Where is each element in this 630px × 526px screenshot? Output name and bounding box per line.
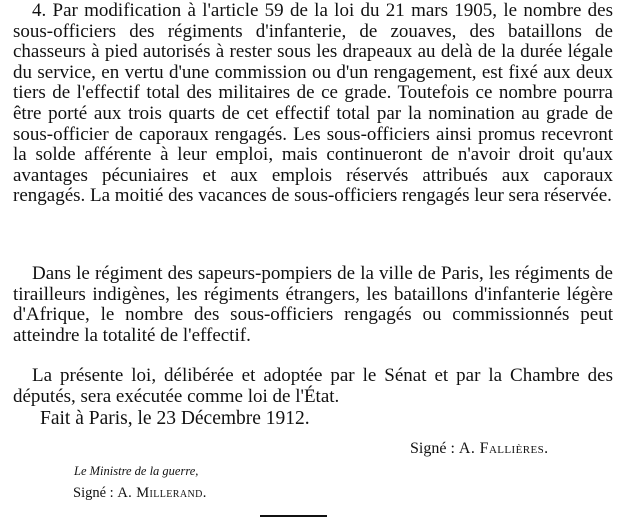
closing-rule <box>260 515 327 517</box>
date-line: Fait à Paris, le 23 Décembre 1912. <box>40 408 310 429</box>
minister-signature <box>73 484 207 502</box>
signature-prefix: Signé : <box>73 485 114 501</box>
article-4-second-paragraph: Dans le régiment des sapeurs-pompiers de la ville de Paris, les régiments de tirailleurs indigènes, les régiments étrangers, les bataillons d'infanterie légère d'Afrique, le nombre des sous-officiers rengagés ou commissionnés peut atteindre la totalité de l'effectif. <box>13 263 613 346</box>
minister-title: Le Ministre de la guerre, <box>74 464 199 478</box>
closing-formula: La présente loi, délibérée et adoptée par le Sénat et par la Chambre des députés, sera exécutée comme loi de l'État. <box>13 365 613 407</box>
signature-prefix: Signé : <box>410 440 455 457</box>
president-name: A. Fallières. <box>458 440 549 457</box>
minister-name: A. Millerand. <box>117 485 207 501</box>
president-signature <box>410 439 548 459</box>
article-4-paragraph: 4. Par modification à l'article 59 de la loi du 21 mars 1905, le nombre des sous-officiers des régiments d'infanterie, de zouaves, des bataillons de chasseurs à pied autorisés à rester sous les drapeaux au delà de la durée légale du service, en vertu d'une commission ou d'un rengagement, est fixé aux deux tiers de l'effectif total des militaires de ce grade. Toutefois ce nombre pourra être porté aux trois quarts de cet effectif total par la nomination au grade de sous-officier de caporaux rengagés. Les sous-officiers ainsi promus recevront la solde afférente à leur emploi, mais continueront de n'avoir droit qu'aux avantages pécuniaires et aux emplois réservés attribués aux caporaux rengagés. La moitié des vacances de sous-officiers rengagés leur sera réservée. <box>13 0 613 207</box>
